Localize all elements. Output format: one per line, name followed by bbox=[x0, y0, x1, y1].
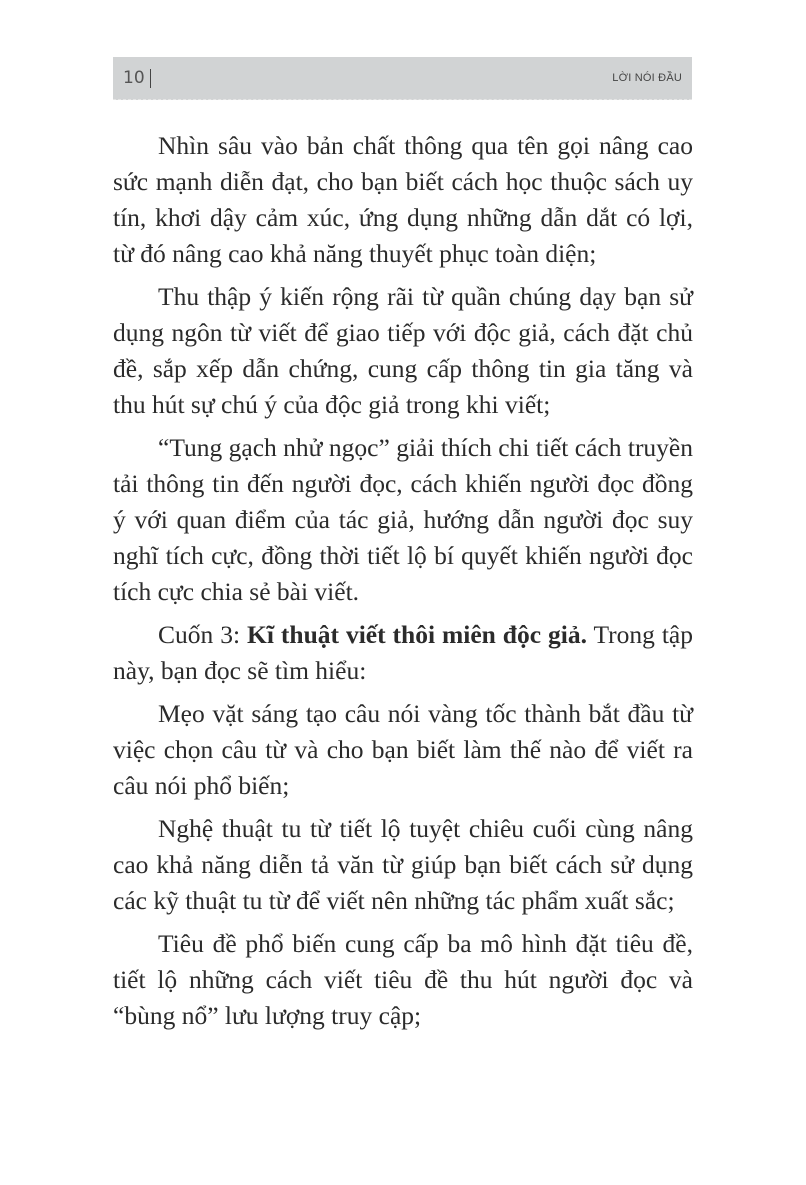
paragraph: “Tung gạch nhử ngọc” giải thích chi tiết cách truyền tải thông tin đến người đọc, cách khiến người đọc đồng ý với quan điểm của tác giả, hướng dẫn người đọc suy nghĩ tích cực, đồng thời tiết lộ bí quyết khiến người đọc tích cực chia sẻ bài viết. bbox=[113, 433, 693, 606]
book3-title: Kĩ thuật viết thôi miên độc giả. bbox=[247, 620, 587, 649]
book3-prefix: Cuốn 3: bbox=[158, 620, 248, 649]
body-text bbox=[113, 128, 693, 1041]
page-number: 10 bbox=[123, 68, 145, 88]
running-title: LỜI NÓI ĐẦU bbox=[612, 72, 682, 84]
paragraph: Thu thập ý kiến rộng rãi từ quần chúng dạy bạn sử dụng ngôn từ viết để giao tiếp với độc giả, cách đặt chủ đề, sắp xếp dẫn chứng, cung cấp thông tin gia tăng và thu hút sự chú ý của độc giả trong khi viết; bbox=[113, 282, 693, 419]
paragraph: Nhìn sâu vào bản chất thông qua tên gọi nâng cao sức mạnh diễn đạt, cho bạn biết cách học thuộc sách uy tín, khơi dậy cảm xúc, ứng dụng những dẫn dắt có lợi, từ đó nâng cao khả năng thuyết phục toàn diện; bbox=[113, 131, 693, 268]
paragraph-book3 bbox=[113, 617, 693, 689]
paragraph: Tiêu đề phổ biến cung cấp ba mô hình đặt tiêu đề, tiết lộ những cách viết tiêu đề thu hút người đọc và “bùng nổ” lưu lượng truy cập; bbox=[113, 929, 693, 1030]
paragraph: Mẹo vặt sáng tạo câu nói vàng tốc thành bắt đầu từ việc chọn câu từ và cho bạn biết làm thế nào để viết ra câu nói phổ biến; bbox=[113, 699, 693, 800]
page-header bbox=[113, 57, 692, 100]
header-divider bbox=[150, 69, 151, 88]
book3-suffix: Trong tập này, bạn đọc sẽ tìm hiểu: bbox=[113, 620, 693, 685]
paragraph: Nghệ thuật tu từ tiết lộ tuyệt chiêu cuối cùng nâng cao khả năng diễn tả văn từ giúp bạn biết cách sử dụng các kỹ thuật tu từ để viết nên những tác phẩm xuất sắc; bbox=[113, 814, 693, 915]
